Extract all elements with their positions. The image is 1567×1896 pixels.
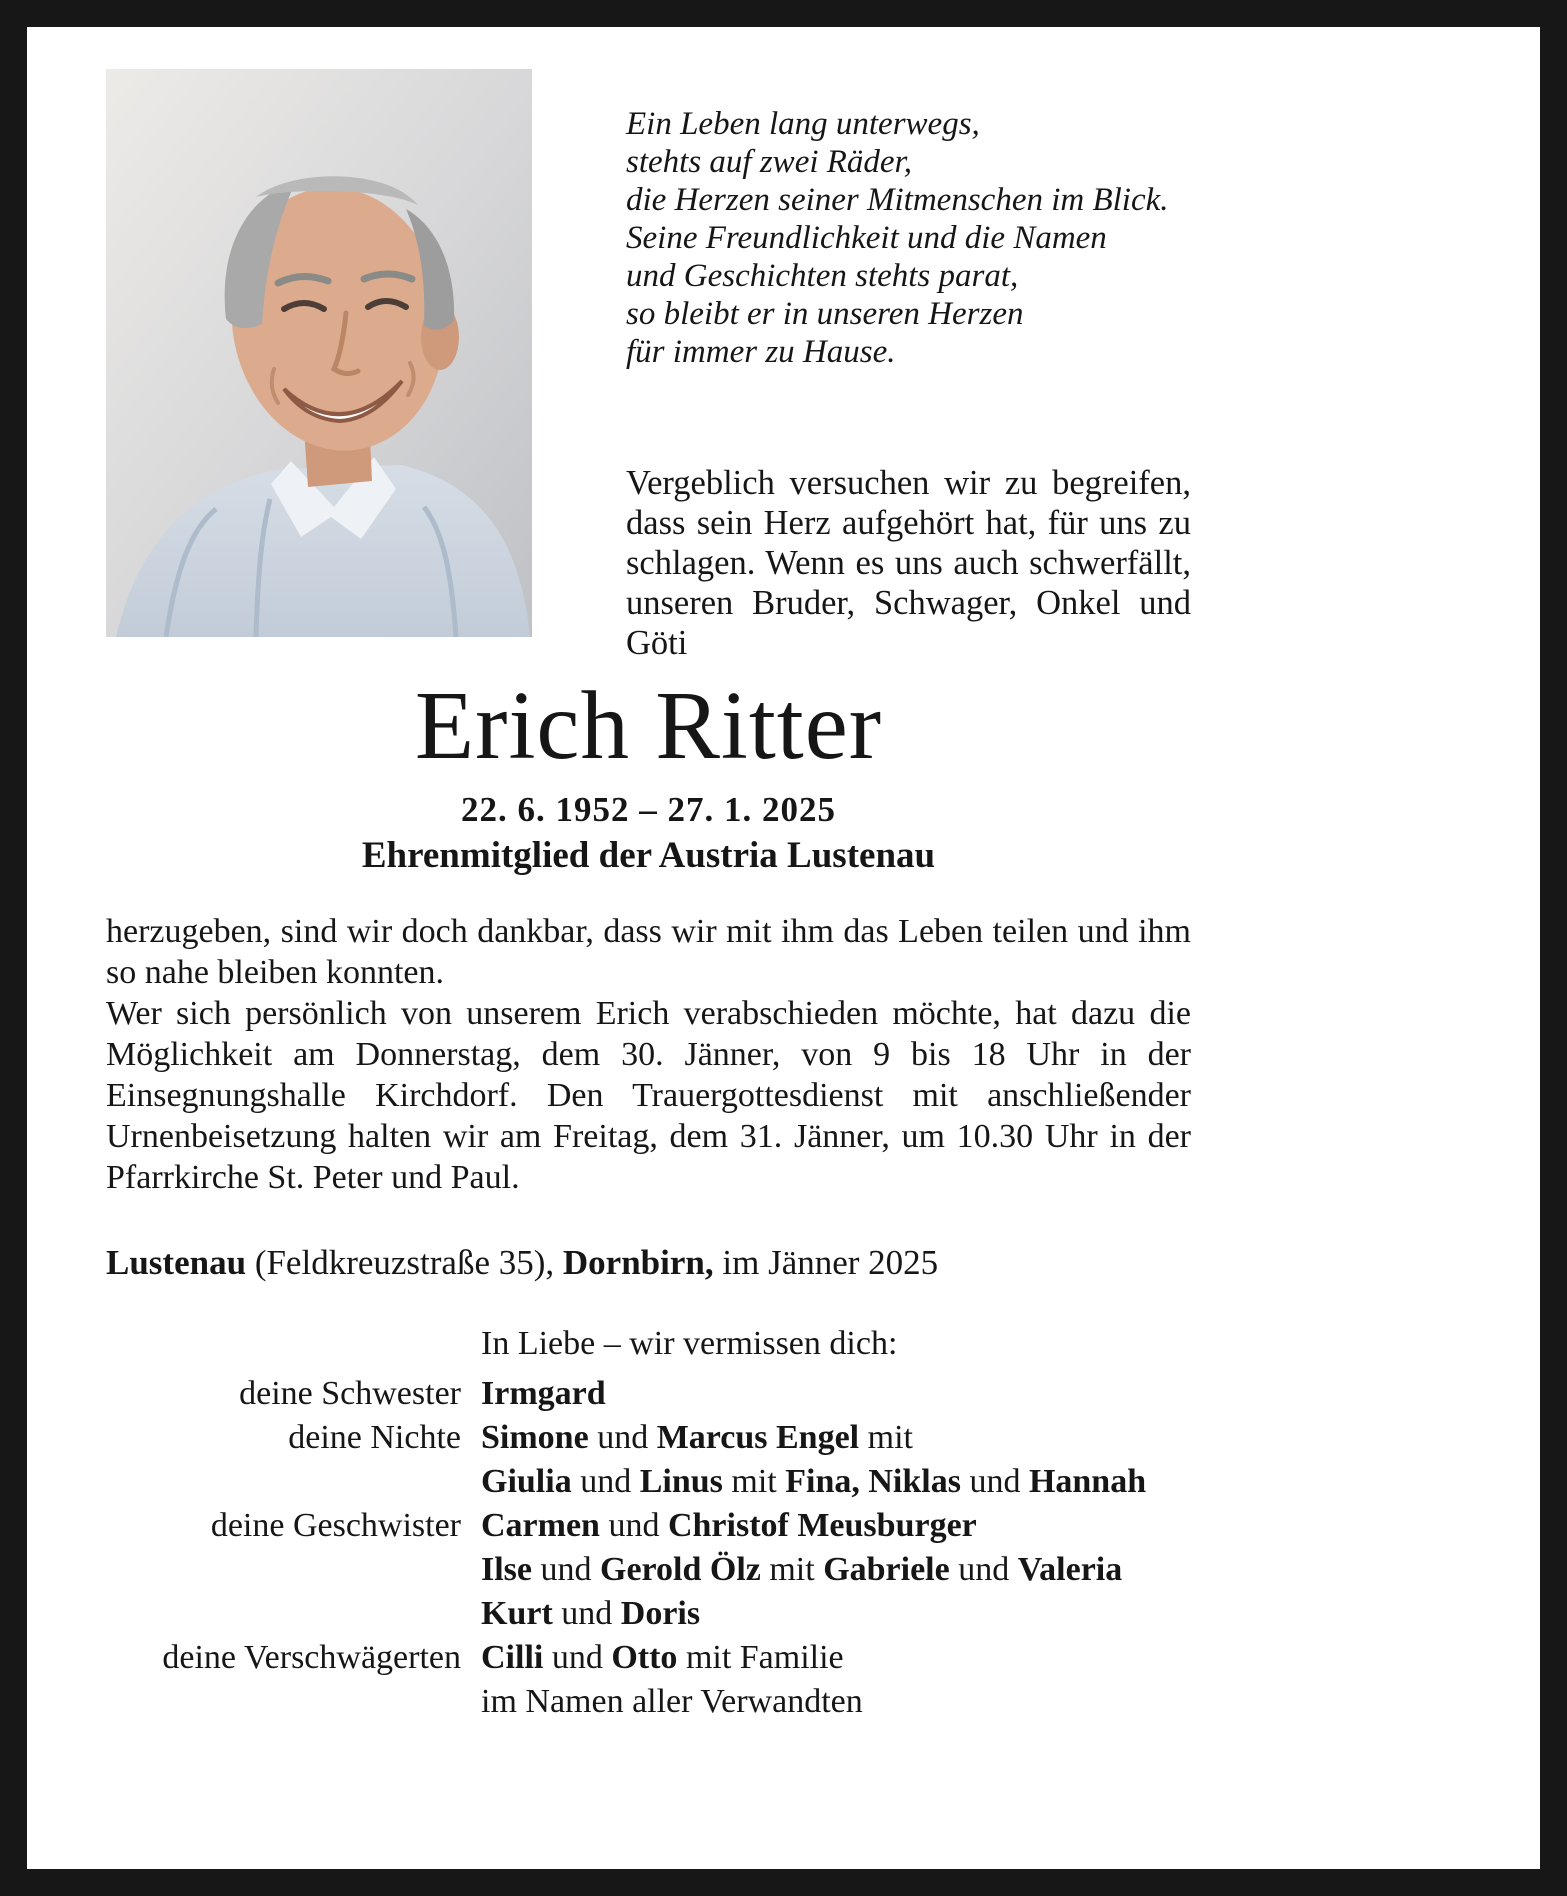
family-names-geschwister-continued: Ilse und Gerold Ölz mit Gabriele und Valeria [481,1550,1123,1588]
family-names-schwester: Irmgard [481,1374,606,1412]
poem-line: Ein Leben lang unterwegs, [626,106,980,142]
relation-label-empty [106,1548,461,1592]
relation-label-empty [106,1592,461,1636]
poem-line: Seine Freundlichkeit und die Namen [626,220,1107,256]
portrait-illustration [106,69,532,637]
poem-line: die Herzen seiner Mitmenschen im Blick. [626,182,1169,218]
memorial-poem [626,105,1191,371]
top-section [106,69,1270,663]
family-names-geschwister: Carmen und Christof Meusburger [481,1506,977,1544]
family-names-closing: im Namen aller Verwandten [481,1682,863,1720]
relation-label-schwester: deine Schwester [239,1374,461,1412]
poem-line: stehts auf zwei Räder, [626,144,912,180]
relation-label-verschwaegerte: deine Verschwägerten [162,1638,461,1676]
family-names-nichte-continued: Giulia und Linus mit Fina, Niklas und Hannah [481,1462,1147,1500]
intro-paragraph: Vergeblich versuchen wir zu begreifen, dass sein Herz aufgehört hat, für uns zu schlagen. Wenn es uns auch schwerfällt, unseren Bruder, Schwager, Onkel und Göti [626,464,1191,662]
poem-line: so bleibt er in unseren Herzen [626,296,1024,332]
family-names-verschwaegerte: Cilli und Otto mit Familie [481,1638,844,1676]
relation-label-nichte: deine Nichte [288,1418,461,1456]
page-content [27,27,1270,1724]
body-paragraph-2: Wer sich persönlich von unserem Erich verabschieden möchte, hat dazu die Möglichkeit am Donnerstag, dem 30. Jänner, von 9 bis 18 Uhr in der Einsegnungshalle Kirchdorf. Den Trauergottesdienst mit anschließender Urnenbeisetzung halten wir am Freitag, dem 31. Jänner, um 10.30 Uhr in der Pfarrkirche St. Peter und Paul. [106,994,1191,1196]
family-names-geschwister-continued-2: Kurt und Doris [481,1594,701,1632]
relation-label-empty [106,1680,461,1724]
portrait-photo [106,69,532,637]
poem-line: und Geschichten stehts parat, [626,258,1019,294]
family-list [106,1322,1191,1724]
relation-label-empty [106,1460,461,1504]
relation-label-empty [106,1322,461,1366]
poem-line: für immer zu Hause. [626,334,896,370]
honorary-title: Ehrenmitglied der Austria Lustenau [361,834,936,876]
right-column [626,69,1191,663]
deceased-name: Erich Ritter [414,672,883,779]
life-dates: 22. 6. 1952 – 27. 1. 2025 [461,789,836,829]
place-date-line: Lustenau (Feldkreuzstraße 35), Dornbirn, im Jänner 2025 [106,1242,939,1282]
body-paragraph-1: herzugeben, sind wir doch dankbar, dass wir mit ihm das Leben teilen und ihm so nahe bleiben konnten. [106,912,1191,991]
farewell-line: In Liebe – wir vermissen dich: [481,1324,898,1362]
family-names-nichte: Simone und Marcus Engel mit [481,1418,913,1456]
relation-label-geschwister: deine Geschwister [210,1506,461,1544]
announcement-text [106,911,1191,1198]
